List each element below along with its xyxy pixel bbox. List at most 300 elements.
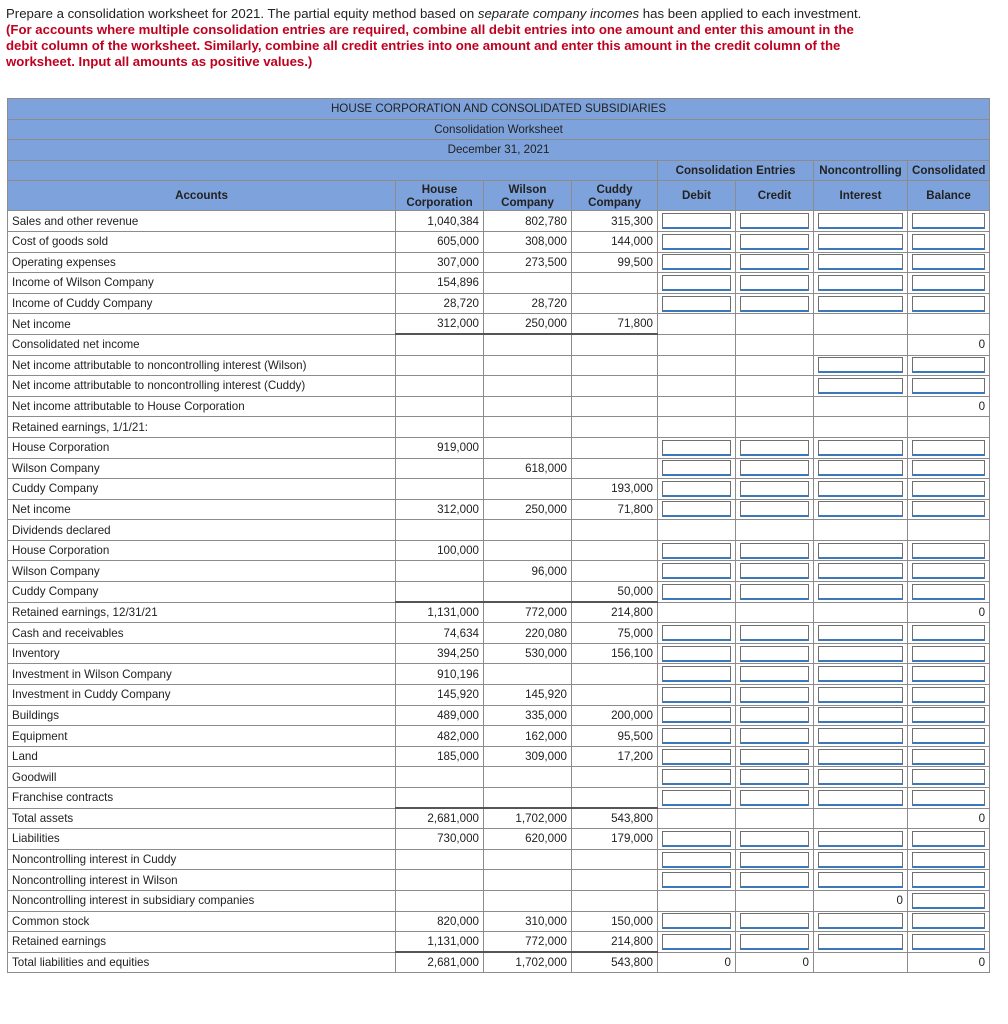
- balance-input[interactable]: [912, 666, 985, 682]
- nci-input[interactable]: [818, 234, 903, 250]
- house-corp-value: 820,000: [396, 911, 484, 932]
- balance-cell: [908, 355, 990, 376]
- nci-cell: [814, 499, 908, 520]
- balance-cell: [908, 293, 990, 314]
- account-label: Income of Cuddy Company: [8, 293, 396, 314]
- balance-input[interactable]: [912, 440, 985, 456]
- wilson-co-value: [484, 437, 572, 458]
- wilson-co-value: 618,000: [484, 458, 572, 479]
- account-label: Net income attributable to House Corporation: [8, 396, 396, 417]
- balance-cell: [908, 561, 990, 582]
- instructions-text-2: has been applied to each investment.: [639, 6, 862, 21]
- credit-cell: [736, 932, 814, 953]
- nci-value: 0: [814, 890, 908, 911]
- debit-input[interactable]: [662, 790, 731, 806]
- house-corp-value: 312,000: [396, 314, 484, 335]
- debit-input[interactable]: [662, 275, 731, 291]
- debit-cell: [658, 705, 736, 726]
- debit-input[interactable]: [662, 707, 731, 723]
- cuddy-co-value: [572, 540, 658, 561]
- debit-input[interactable]: [662, 584, 731, 600]
- cuddy-co-value: 156,100: [572, 643, 658, 664]
- credit-input[interactable]: [740, 852, 809, 868]
- credit-input[interactable]: [740, 481, 809, 497]
- nci-input[interactable]: [818, 357, 903, 373]
- cuddy-co-value: 144,000: [572, 231, 658, 252]
- wilson-co-value: 28,720: [484, 293, 572, 314]
- credit-input[interactable]: [740, 913, 809, 929]
- house-corp-value: 100,000: [396, 540, 484, 561]
- credit-input[interactable]: [740, 687, 809, 703]
- debit-cell: [658, 252, 736, 273]
- house-corp-value: 145,920: [396, 685, 484, 706]
- debit-value: [658, 376, 736, 397]
- credit-cell: [736, 788, 814, 809]
- credit-cell: [736, 849, 814, 870]
- nci-input[interactable]: [818, 852, 903, 868]
- account-label: Net income: [8, 499, 396, 520]
- worksheet-row: [8, 458, 990, 479]
- credit-input[interactable]: [740, 646, 809, 662]
- worksheet-row: [8, 746, 990, 767]
- worksheet-row: [8, 767, 990, 788]
- worksheet-row: [8, 726, 990, 747]
- cuddy-co-value: 214,800: [572, 932, 658, 953]
- credit-value: [736, 520, 814, 541]
- wilson-co-value: 335,000: [484, 705, 572, 726]
- consolidation-entries-header: Consolidation Entries: [658, 160, 814, 181]
- account-label: Total liabilities and equities: [8, 952, 396, 973]
- debit-input[interactable]: [662, 852, 731, 868]
- balance-input[interactable]: [912, 913, 985, 929]
- nci-cell: [814, 726, 908, 747]
- debit-input[interactable]: [662, 254, 731, 270]
- wilson-header-line2: Company: [501, 195, 554, 209]
- credit-input[interactable]: [740, 790, 809, 806]
- credit-input[interactable]: [740, 769, 809, 785]
- cuddy-co-value: [572, 273, 658, 294]
- credit-input[interactable]: [740, 501, 809, 517]
- credit-input[interactable]: [740, 666, 809, 682]
- house-corp-value: [396, 561, 484, 582]
- cuddy-co-value: 71,800: [572, 499, 658, 520]
- balance-cell: [908, 685, 990, 706]
- house-corp-value: 919,000: [396, 437, 484, 458]
- nci-input[interactable]: [818, 749, 903, 765]
- nci-input[interactable]: [818, 728, 903, 744]
- balance-input[interactable]: [912, 234, 985, 250]
- credit-cell: [736, 252, 814, 273]
- worksheet-row: [8, 952, 990, 973]
- cuddy-co-value: [572, 437, 658, 458]
- nci-cell: [814, 788, 908, 809]
- balance-header: Balance: [908, 181, 990, 211]
- nci-input[interactable]: [818, 440, 903, 456]
- instructions: [6, 6, 886, 70]
- debit-cell: [658, 561, 736, 582]
- nci-value: [814, 314, 908, 335]
- nci-input[interactable]: [818, 275, 903, 291]
- debit-input[interactable]: [662, 934, 731, 950]
- balance-input[interactable]: [912, 481, 985, 497]
- debit-input[interactable]: [662, 501, 731, 517]
- balance-input[interactable]: [912, 749, 985, 765]
- balance-input[interactable]: [912, 378, 985, 394]
- nci-input[interactable]: [818, 769, 903, 785]
- nci-input[interactable]: [818, 646, 903, 662]
- debit-value: 0: [658, 952, 736, 973]
- account-label: Consolidated net income: [8, 334, 396, 355]
- cuddy-co-value: [572, 376, 658, 397]
- nci-input[interactable]: [818, 378, 903, 394]
- balance-cell: [908, 726, 990, 747]
- house-corp-value: 2,681,000: [396, 952, 484, 973]
- balance-input[interactable]: [912, 296, 985, 312]
- cuddy-co-value: [572, 520, 658, 541]
- credit-cell: [736, 746, 814, 767]
- cuddy-co-value: 150,000: [572, 911, 658, 932]
- debit-value: [658, 355, 736, 376]
- debit-value: [658, 602, 736, 623]
- debit-input[interactable]: [662, 831, 731, 847]
- credit-input[interactable]: [740, 831, 809, 847]
- worksheet-row: [8, 273, 990, 294]
- balance-cell: [908, 540, 990, 561]
- wilson-co-value: 250,000: [484, 314, 572, 335]
- cuddy-co-value: 95,500: [572, 726, 658, 747]
- house-corp-value: [396, 767, 484, 788]
- balance-input[interactable]: [912, 543, 985, 559]
- debit-input[interactable]: [662, 872, 731, 888]
- balance-input[interactable]: [912, 934, 985, 950]
- credit-input[interactable]: [740, 728, 809, 744]
- balance-cell: [908, 705, 990, 726]
- nci-input[interactable]: [818, 460, 903, 476]
- house-corp-value: 28,720: [396, 293, 484, 314]
- debit-cell: [658, 458, 736, 479]
- debit-cell: [658, 293, 736, 314]
- nci-cell: [814, 355, 908, 376]
- debit-cell: [658, 643, 736, 664]
- debit-cell: [658, 582, 736, 603]
- account-label: Total assets: [8, 808, 396, 829]
- balance-value: 0: [908, 334, 990, 355]
- debit-cell: [658, 932, 736, 953]
- cuddy-co-value: [572, 685, 658, 706]
- wilson-co-value: 273,500: [484, 252, 572, 273]
- credit-value: [736, 355, 814, 376]
- credit-cell: [736, 499, 814, 520]
- wilson-co-value: 309,000: [484, 746, 572, 767]
- account-label: Cuddy Company: [8, 582, 396, 603]
- debit-cell: [658, 685, 736, 706]
- debit-input[interactable]: [662, 687, 731, 703]
- account-label: Retained earnings, 1/1/21:: [8, 417, 396, 438]
- worksheet-row: [8, 334, 990, 355]
- wilson-co-value: [484, 334, 572, 355]
- cuddy-co-value: 179,000: [572, 829, 658, 850]
- credit-input[interactable]: [740, 872, 809, 888]
- wilson-co-value: 772,000: [484, 602, 572, 623]
- account-label: Net income attributable to noncontrolling interest (Cuddy): [8, 376, 396, 397]
- nci-input[interactable]: [818, 584, 903, 600]
- debit-cell: [658, 623, 736, 644]
- nci-input[interactable]: [818, 296, 903, 312]
- debit-header: Debit: [658, 181, 736, 211]
- nci-value: [814, 334, 908, 355]
- worksheet-row: [8, 396, 990, 417]
- balance-cell: [908, 788, 990, 809]
- credit-input[interactable]: [740, 584, 809, 600]
- debit-value: [658, 417, 736, 438]
- account-label: Noncontrolling interest in subsidiary companies: [8, 890, 396, 911]
- debit-input[interactable]: [662, 440, 731, 456]
- cuddy-co-value: [572, 664, 658, 685]
- balance-input[interactable]: [912, 707, 985, 723]
- worksheet-row: [8, 314, 990, 335]
- wilson-header-line1: Wilson: [508, 182, 547, 196]
- worksheet-row: [8, 685, 990, 706]
- credit-input[interactable]: [740, 625, 809, 641]
- credit-input[interactable]: [740, 254, 809, 270]
- house-corp-value: 482,000: [396, 726, 484, 747]
- balance-cell: [908, 211, 990, 232]
- house-corp-value: [396, 458, 484, 479]
- balance-cell: [908, 849, 990, 870]
- credit-input[interactable]: [740, 460, 809, 476]
- worksheet-row: [8, 890, 990, 911]
- account-label: Liabilities: [8, 829, 396, 850]
- credit-cell: [736, 705, 814, 726]
- worksheet-row: [8, 499, 990, 520]
- house-corp-value: 307,000: [396, 252, 484, 273]
- credit-input[interactable]: [740, 543, 809, 559]
- nci-cell: [814, 479, 908, 500]
- nci-input[interactable]: [818, 707, 903, 723]
- balance-cell: [908, 664, 990, 685]
- credit-input[interactable]: [740, 275, 809, 291]
- wilson-co-value: 220,080: [484, 623, 572, 644]
- wilson-co-value: 145,920: [484, 685, 572, 706]
- debit-cell: [658, 829, 736, 850]
- nci-input[interactable]: [818, 790, 903, 806]
- account-label: Franchise contracts: [8, 788, 396, 809]
- nci-input[interactable]: [818, 872, 903, 888]
- balance-cell: [908, 911, 990, 932]
- cuddy-co-value: [572, 561, 658, 582]
- wilson-co-value: [484, 396, 572, 417]
- balance-input[interactable]: [912, 646, 985, 662]
- cuddy-co-value: 214,800: [572, 602, 658, 623]
- worksheet-row: [8, 582, 990, 603]
- credit-cell: [736, 685, 814, 706]
- balance-cell: [908, 643, 990, 664]
- balance-cell: [908, 437, 990, 458]
- credit-input[interactable]: [740, 213, 809, 229]
- house-corp-value: 2,681,000: [396, 808, 484, 829]
- debit-value: [658, 890, 736, 911]
- credit-cell: [736, 664, 814, 685]
- balance-input[interactable]: [912, 254, 985, 270]
- debit-value: [658, 314, 736, 335]
- balance-input[interactable]: [912, 728, 985, 744]
- cuddy-co-value: 543,800: [572, 808, 658, 829]
- wilson-co-value: [484, 788, 572, 809]
- balance-cell: [908, 767, 990, 788]
- worksheet-row: [8, 540, 990, 561]
- account-label: Wilson Company: [8, 561, 396, 582]
- credit-cell: [736, 273, 814, 294]
- credit-cell: [736, 870, 814, 891]
- nci-cell: [814, 273, 908, 294]
- cuddy-co-value: 50,000: [572, 582, 658, 603]
- house-header-line1: House: [421, 182, 458, 196]
- balance-input[interactable]: [912, 563, 985, 579]
- account-label: House Corporation: [8, 437, 396, 458]
- worksheet-row: [8, 355, 990, 376]
- cuddy-co-value: 193,000: [572, 479, 658, 500]
- cuddy-co-value: 75,000: [572, 623, 658, 644]
- worksheet-row: [8, 479, 990, 500]
- worksheet-row: [8, 932, 990, 953]
- worksheet-date: December 31, 2021: [8, 140, 990, 161]
- balance-input[interactable]: [912, 790, 985, 806]
- debit-cell: [658, 479, 736, 500]
- credit-input[interactable]: [740, 296, 809, 312]
- cuddy-co-value: 99,500: [572, 252, 658, 273]
- debit-input[interactable]: [662, 234, 731, 250]
- house-corp-value: [396, 890, 484, 911]
- interest-header: Interest: [814, 181, 908, 211]
- nci-cell: [814, 643, 908, 664]
- credit-value: [736, 376, 814, 397]
- debit-cell: [658, 767, 736, 788]
- balance-cell: [908, 231, 990, 252]
- worksheet-row: [8, 211, 990, 232]
- balance-input[interactable]: [912, 687, 985, 703]
- worksheet-row: [8, 643, 990, 664]
- credit-input[interactable]: [740, 563, 809, 579]
- nci-input[interactable]: [818, 254, 903, 270]
- nci-input[interactable]: [818, 213, 903, 229]
- balance-input[interactable]: [912, 584, 985, 600]
- wilson-co-value: 620,000: [484, 829, 572, 850]
- balance-input[interactable]: [912, 872, 985, 888]
- credit-cell: [736, 211, 814, 232]
- nci-input[interactable]: [818, 687, 903, 703]
- wilson-co-value: 530,000: [484, 643, 572, 664]
- credit-input[interactable]: [740, 440, 809, 456]
- account-label: Noncontrolling interest in Wilson: [8, 870, 396, 891]
- debit-input[interactable]: [662, 913, 731, 929]
- balance-cell: [908, 499, 990, 520]
- credit-header: Credit: [736, 181, 814, 211]
- credit-cell: [736, 458, 814, 479]
- credit-input[interactable]: [740, 934, 809, 950]
- balance-input[interactable]: [912, 852, 985, 868]
- cuddy-co-value: 543,800: [572, 952, 658, 973]
- balance-input[interactable]: [912, 625, 985, 641]
- credit-input[interactable]: [740, 234, 809, 250]
- nci-input[interactable]: [818, 501, 903, 517]
- consolidated-header: Consolidated: [908, 160, 990, 181]
- cuddy-co-value: [572, 417, 658, 438]
- house-corp-value: 312,000: [396, 499, 484, 520]
- debit-input[interactable]: [662, 749, 731, 765]
- account-label: Retained earnings: [8, 932, 396, 953]
- account-label: Noncontrolling interest in Cuddy: [8, 849, 396, 870]
- debit-input[interactable]: [662, 646, 731, 662]
- nci-input[interactable]: [818, 831, 903, 847]
- balance-input[interactable]: [912, 357, 985, 373]
- balance-cell: [908, 252, 990, 273]
- debit-cell: [658, 664, 736, 685]
- debit-input[interactable]: [662, 460, 731, 476]
- house-corp-value: [396, 417, 484, 438]
- worksheet-row: [8, 561, 990, 582]
- debit-input[interactable]: [662, 296, 731, 312]
- account-label: Income of Wilson Company: [8, 273, 396, 294]
- debit-input[interactable]: [662, 769, 731, 785]
- nci-input[interactable]: [818, 934, 903, 950]
- balance-input[interactable]: [912, 213, 985, 229]
- nci-input[interactable]: [818, 543, 903, 559]
- nci-input[interactable]: [818, 481, 903, 497]
- nci-input[interactable]: [818, 666, 903, 682]
- debit-input[interactable]: [662, 213, 731, 229]
- balance-cell: [908, 890, 990, 911]
- worksheet-row: [8, 376, 990, 397]
- nci-cell: [814, 211, 908, 232]
- credit-cell: [736, 829, 814, 850]
- balance-input[interactable]: [912, 893, 985, 909]
- cuddy-co-value: [572, 458, 658, 479]
- debit-input[interactable]: [662, 543, 731, 559]
- debit-cell: [658, 499, 736, 520]
- house-corp-value: 730,000: [396, 829, 484, 850]
- credit-input[interactable]: [740, 707, 809, 723]
- balance-input[interactable]: [912, 831, 985, 847]
- nci-input[interactable]: [818, 563, 903, 579]
- wilson-co-value: [484, 479, 572, 500]
- debit-input[interactable]: [662, 481, 731, 497]
- nci-input[interactable]: [818, 913, 903, 929]
- worksheet-row: [8, 437, 990, 458]
- nci-value: [814, 808, 908, 829]
- nci-cell: [814, 252, 908, 273]
- balance-value: [908, 314, 990, 335]
- debit-input[interactable]: [662, 666, 731, 682]
- balance-input[interactable]: [912, 769, 985, 785]
- nci-cell: [814, 540, 908, 561]
- balance-input[interactable]: [912, 460, 985, 476]
- debit-cell: [658, 726, 736, 747]
- balance-input[interactable]: [912, 275, 985, 291]
- cuddy-co-value: [572, 767, 658, 788]
- nci-input[interactable]: [818, 625, 903, 641]
- debit-input[interactable]: [662, 728, 731, 744]
- credit-cell: [736, 726, 814, 747]
- balance-cell: [908, 932, 990, 953]
- debit-input[interactable]: [662, 563, 731, 579]
- balance-input[interactable]: [912, 501, 985, 517]
- debit-cell: [658, 437, 736, 458]
- debit-input[interactable]: [662, 625, 731, 641]
- credit-input[interactable]: [740, 749, 809, 765]
- cuddy-co-value: [572, 355, 658, 376]
- house-header-line2: Corporation: [406, 195, 473, 209]
- debit-value: [658, 334, 736, 355]
